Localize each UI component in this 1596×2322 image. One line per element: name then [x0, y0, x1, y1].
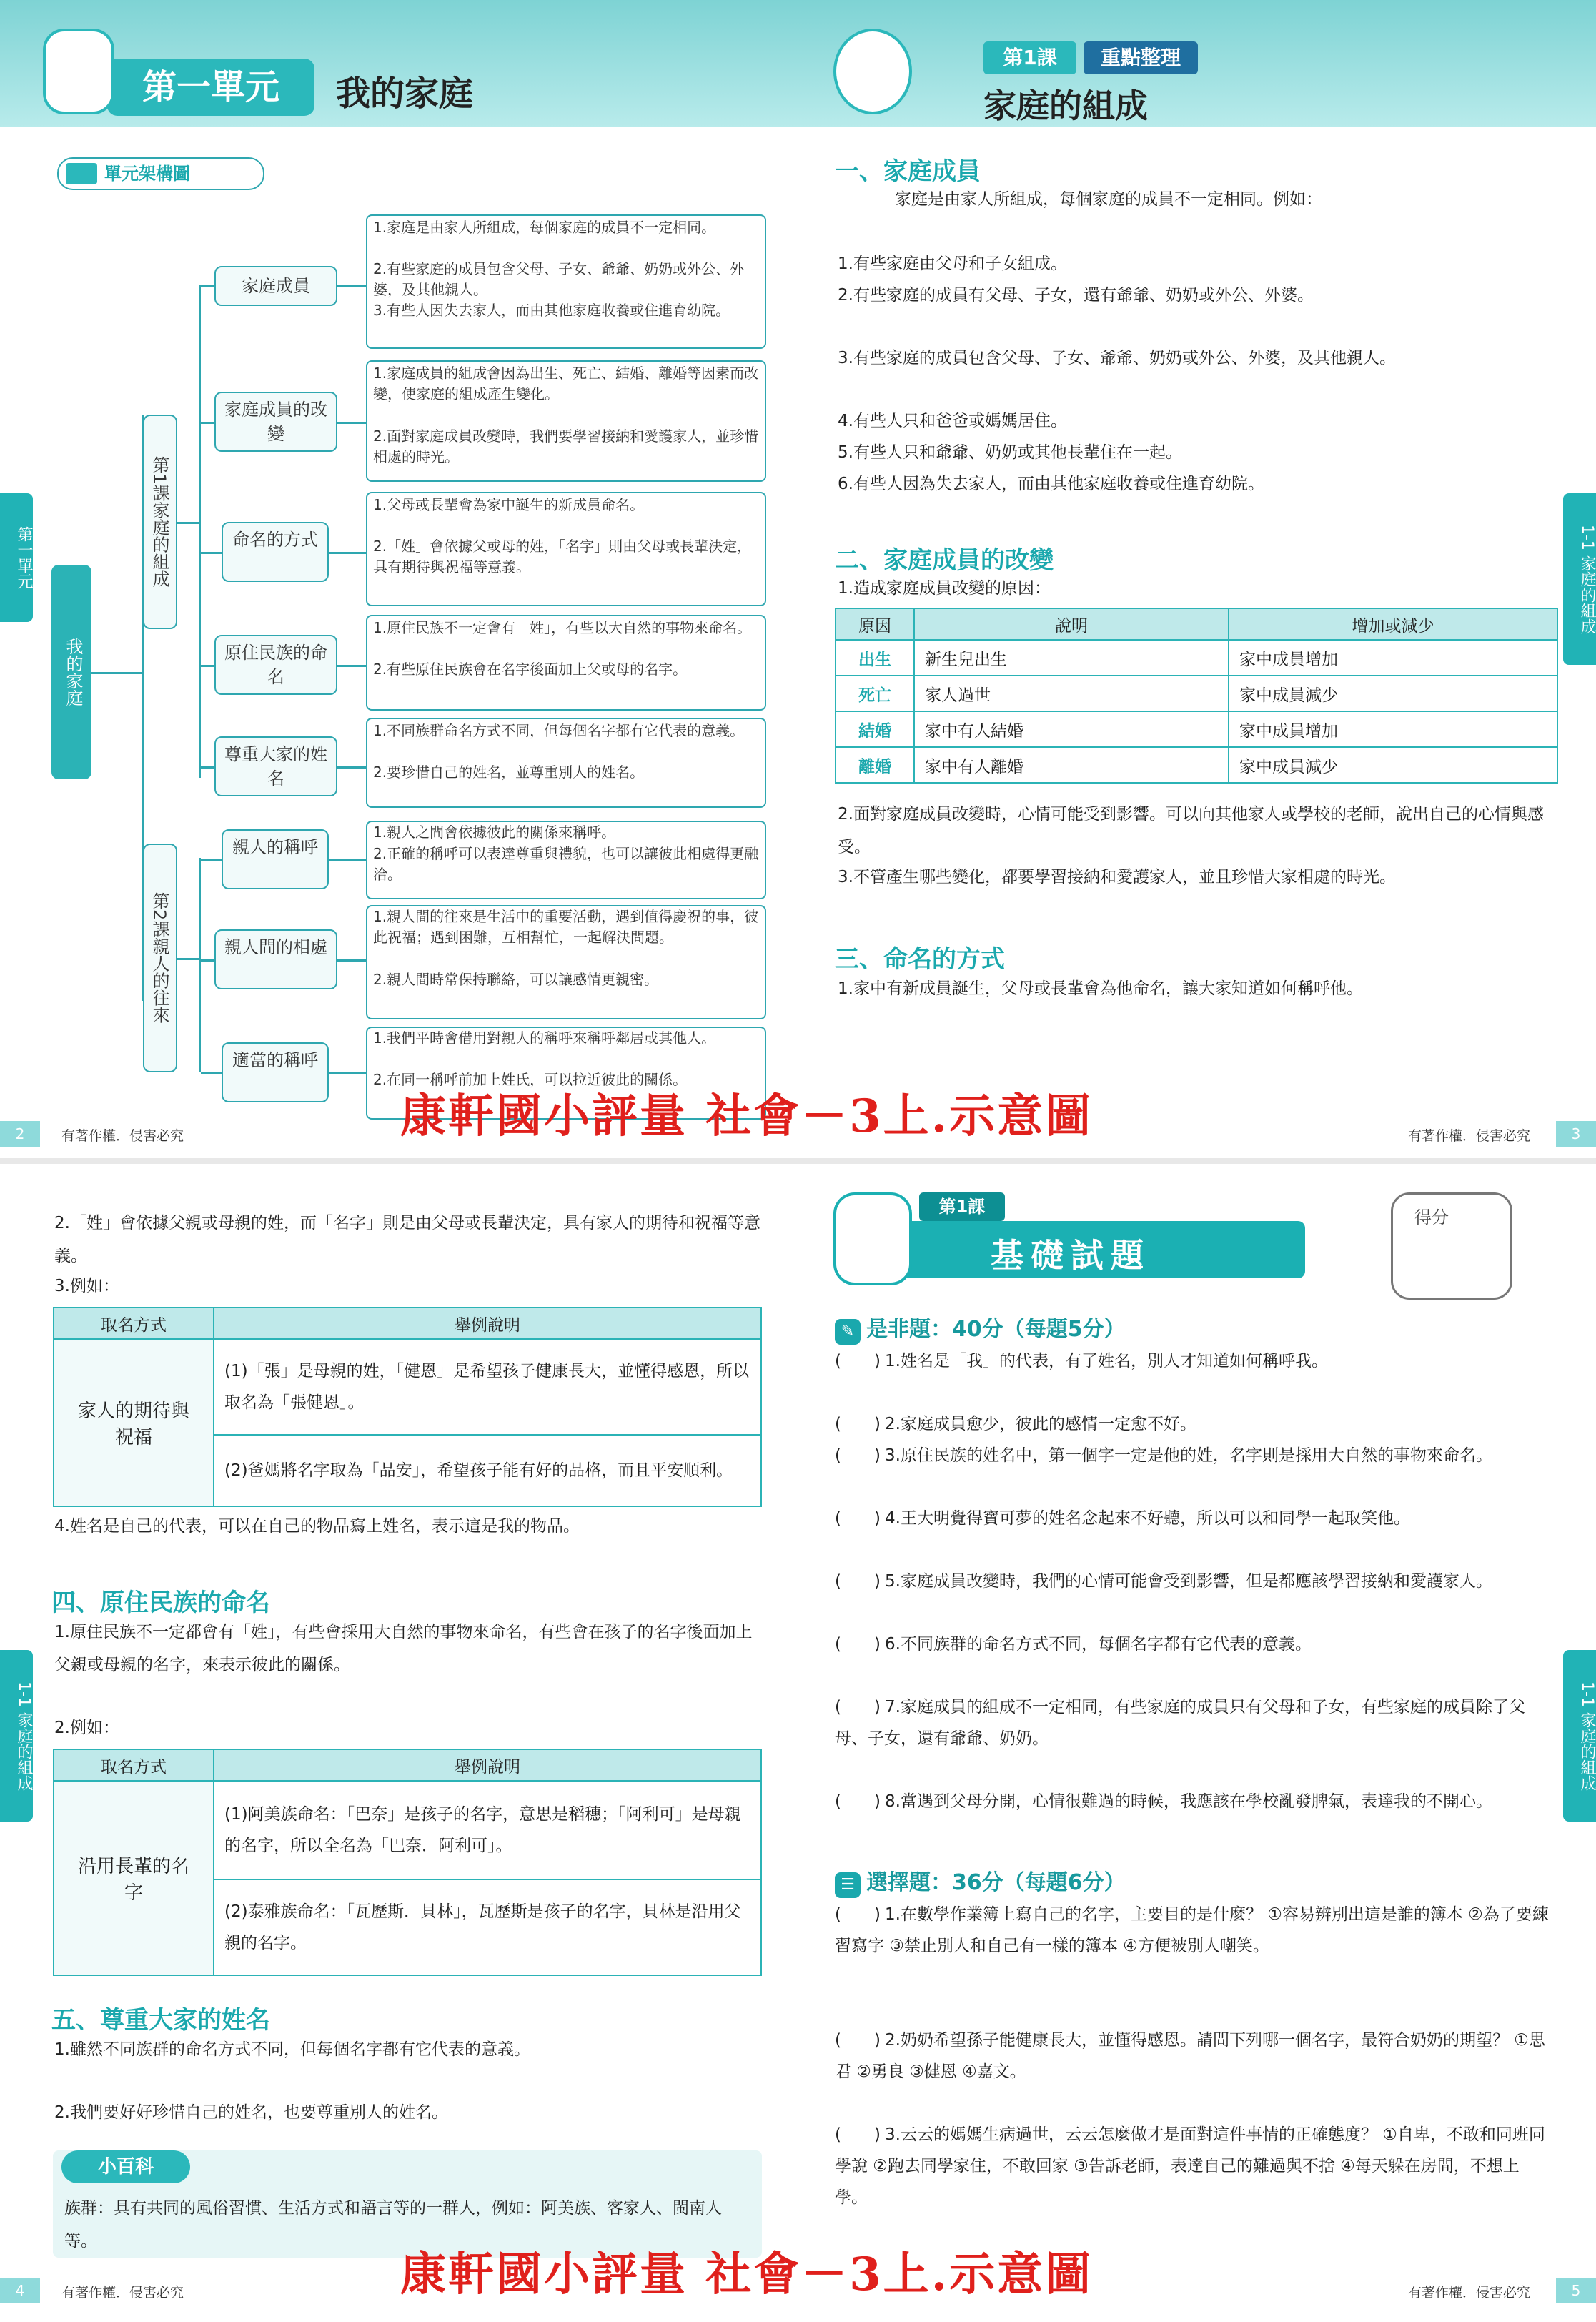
section-1-item-1: 1.有些家庭由父母和子女組成。: [838, 255, 1067, 273]
tf-q1: ( ) 1.姓名是「我」的代表，有了姓名，別人才知道如何稱呼我。: [835, 1345, 1550, 1377]
change-table: [835, 608, 1558, 784]
section-5-heading: 五、尊重大家的姓名: [51, 2006, 270, 2035]
map-label: 單元架構圖: [57, 157, 264, 190]
side-tab-unit: 第一單元: [0, 493, 33, 622]
table-row: 沿用長輩的名字 (1)阿美族命名：「巴奈」是孩子的名字，意思是稻穗；「阿利可」是母親的名字，所以全名為「巴奈．阿利可」。: [54, 1781, 761, 1879]
page-2: [0, 0, 798, 1158]
col-header-method: 取名方式: [54, 1308, 214, 1339]
leaf-3-2: 2.「姓」會依據父或母的姓，「名字」則由父母或長輩決定，具有期待與祝福等意義。: [373, 538, 752, 575]
section-1-item-5: 5.有些人只和爺爺、奶奶或其他長輩住在一起。: [838, 443, 1182, 462]
section-4-item-1: 1.原住民族不一定都會有「姓」，有些會採用大自然的事物來命名，有些會在孩子的名字後面加上父親或母親的名字，來表示彼此的關係。: [54, 1623, 753, 1674]
encyclopedia-text: 族群：具有共同的風俗習慣、生活方式和語言等的一群人，例如：阿美族、客家人、閩南人等。: [64, 2199, 722, 2251]
tree-node-3: 命名的方式: [222, 522, 329, 582]
leaf-1-2: 2.有些家庭的成員包含父母、子女、爺爺、奶奶或外公、外婆，及其他親人。: [373, 260, 745, 298]
tf-q4: ( ) 4.王大明覺得寶可夢的姓名念起來不好聽，所以可以和同學一起取笑他。: [835, 1503, 1550, 1534]
section-4-item-2: 2.例如：: [54, 1719, 119, 1737]
leaf-4-2: 2.有些原住民族會在名字後面加上父或母的名字。: [373, 661, 688, 678]
answer-blank[interactable]: ( ): [835, 1572, 881, 1591]
copyright: 有著作權．侵害必究: [1408, 1128, 1531, 1144]
col-header-desc: 說明: [914, 608, 1229, 640]
unit-badge: 第一單元: [107, 59, 314, 116]
tree-node-4: 原住民族的命名: [214, 635, 337, 695]
encyclopedia-title: 小百科: [61, 2150, 190, 2183]
test-mascot-icon: [833, 1192, 912, 1285]
p4-item-4: 4.姓名是自己的代表，可以在自己的物品寫上姓名，表示這是我的物品。: [54, 1517, 580, 1536]
table-row: 出生 新生兒出生 家中成員增加: [836, 640, 1557, 676]
table-row: 結婚 家中有人結婚 家中成員增加: [836, 711, 1557, 747]
naming-table: [53, 1307, 762, 1507]
mascot-icon: [43, 29, 114, 114]
side-tab-lesson: 1-1 家庭的組成: [0, 1650, 33, 1822]
leaf-2-1: 1.家庭成員的組成會因為出生、死亡、結婚、離婚等因素而改變，使家庭的組成產生變化。: [373, 365, 759, 402]
section-3-item-1: 1.家中有新成員誕生，父母或長輩會為他命名，讓大家知道如何稱呼他。: [838, 979, 1363, 998]
section-2-after-1: 2.面對家庭成員改變時，心情可能受到影響。可以向其他家人或學校的老師，說出自己的心情與感受。: [838, 805, 1544, 856]
tree-node-1: 家庭成員: [214, 266, 337, 306]
table-row: 家人的期待與祝福 (1)「張」是母親的姓，「健恩」是希望孩子健康長大，並懂得感恩，所以取名為「張健恩」。: [54, 1339, 761, 1435]
lesson-subtitle: 重點整理: [1084, 41, 1198, 74]
leaf-2-2: 2.面對家庭成員改變時，我們要學習接納和愛護家人，並珍惜相處的時光。: [373, 428, 759, 465]
section-2-lead: 1.造成家庭成員改變的原因：: [838, 579, 1051, 598]
test-lesson-badge: 第1課: [919, 1192, 1005, 1221]
section-5-item-2: 2.我們要好好珍惜自己的姓名，也要尊重別人的姓名。: [54, 2103, 448, 2122]
score-label: 得分: [1414, 1207, 1449, 1227]
tf-icon: ✎: [835, 1319, 861, 1345]
mc-q3: ( ) 3.云云的媽媽生病過世，云云怎麼做才是面對這件事情的正確態度？ ①自卑，不敢和同班同學說 ②跑去同學家住，不敢回家 ③告訴老師，表達自己的難過與不捨 ④每天躲在房間，不想上學。: [835, 2119, 1550, 2213]
answer-blank[interactable]: ( ): [835, 1698, 881, 1716]
copyright: 有著作權．侵害必究: [61, 2285, 184, 2301]
section-5-item-1: 1.雖然不同族群的命名方式不同，但每個名字都有它代表的意義。: [54, 2040, 530, 2059]
leaf-7-2: 2.親人間時常保持聯絡，可以讓感情更親密。: [373, 971, 659, 988]
p4-cont-2: 3.例如：: [54, 1277, 119, 1295]
mc-q2: ( ) 2.奶奶希望孫子能健康長大，並懂得感恩。請問下列哪一個名字，最符合奶奶的期望？ ①思君 ②勇良 ③健恩 ④嘉文。: [835, 2025, 1550, 2088]
p4-cont-1: 2.「姓」會依據父親或母親的姓，而「名字」則是由父母或長輩決定，具有家人的期待和祝福等意義。: [54, 1214, 760, 1265]
tree-node-7: 親人間的相處: [214, 929, 337, 989]
answer-blank[interactable]: ( ): [835, 1509, 881, 1528]
leaf-1-3: 3.有些人因失去家人，而由其他家庭收養或住進育幼院。: [373, 302, 730, 319]
tf-q7: ( ) 7.家庭成員的組成不一定相同，有些家庭的成員只有父母和子女，有些家庭的成員除了父母、子女，還有爺爺、奶奶。: [835, 1691, 1550, 1754]
tree-root: 我的家庭: [51, 565, 91, 779]
leaf-8-1: 1.我們平時會借用對親人的稱呼來稱呼鄰居或其他人。: [373, 1029, 716, 1047]
page-5: [798, 1164, 1596, 2322]
watermark-top: 康軒國小評量 社會－3上.示意圖: [400, 1090, 1094, 1143]
table-row: (2)爸媽將名字取為「品安」，希望孩子能有好的品格，而且平安順利。: [54, 1435, 761, 1506]
answer-blank[interactable]: ( ): [835, 1415, 881, 1433]
section-1-intro: 家庭是由家人所組成，每個家庭的成員不一定相同。例如：: [895, 190, 1322, 209]
tf-heading: ✎ 是非題：40分（每題5分）: [835, 1311, 1126, 1345]
unit-title: 我的家庭: [336, 74, 474, 114]
page-number-3: 3: [1556, 1121, 1596, 1147]
leaf-5-1: 1.不同族群命名方式不同，但每個名字都有它代表的意義。: [373, 722, 745, 739]
lesson-title: 家庭的組成: [983, 87, 1148, 125]
answer-blank[interactable]: ( ): [835, 1352, 881, 1370]
col-header-reason: 原因: [836, 608, 914, 640]
answer-blank[interactable]: ( ): [835, 1635, 881, 1654]
leaf-3-1: 1.父母或長輩會為家中誕生的新成員命名。: [373, 496, 645, 513]
tf-q5: ( ) 5.家庭成員改變時，我們的心情可能會受到影響，但是都應該學習接納和愛護家人。: [835, 1566, 1550, 1597]
section-1-item-2: 2.有些家庭的成員有父母、子女，還有爺爺、奶奶或外公、外婆。: [838, 286, 1314, 305]
mc-q1: ( ) 1.在數學作業簿上寫自己的名字，主要目的是什麼？ ①容易辨別出這是誰的簿本 ②為了要練習寫字 ③禁止別人和自己有一樣的簿本 ④方便被別人嘲笑。: [835, 1899, 1550, 1962]
leaf-5-2: 2.要珍惜自己的姓名，並尊重別人的姓名。: [373, 764, 645, 781]
mc-icon: ☰: [835, 1872, 861, 1898]
answer-blank[interactable]: ( ): [835, 1792, 881, 1811]
col-header-example: 舉例說明: [214, 1308, 761, 1339]
leaf-6-2: 2.正確的稱呼可以表達尊重與禮貌，也可以讓彼此相處得更融洽。: [373, 845, 759, 883]
leaf-8-2: 2.在同一稱呼前加上姓氏，可以拉近彼此的關係。: [373, 1071, 688, 1088]
lesson-badge: 第1課: [983, 41, 1076, 74]
page-number-2: 2: [0, 1121, 40, 1147]
page-3: [798, 0, 1596, 1158]
section-2-after-2: 3.不管產生哪些變化，都要學習接納和愛護家人，並且珍惜大家相處的時光。: [838, 868, 1396, 886]
tree-node-8: 適當的稱呼: [222, 1042, 329, 1102]
tf-q6: ( ) 6.不同族群的命名方式不同，每個名字都有它代表的意義。: [835, 1629, 1550, 1660]
page-number-4: 4: [0, 2278, 40, 2303]
page-number-5: 5: [1556, 2278, 1596, 2303]
answer-blank[interactable]: ( ): [835, 1446, 881, 1465]
aboriginal-table: 取名方式 舉例說明 沿用長輩的名字 (1)阿美族命名：「巴奈」是孩子的名字，意思是稻穗；「阿利可」是母親的名字，所以全名為「巴奈．阿利可」。 (2)泰雅族命名：「瓦歷斯．貝林」，瓦歷斯是孩子的名字，貝林是沿用父親的名字。: [53, 1749, 762, 1976]
answer-blank[interactable]: ( ): [835, 2125, 881, 2144]
page-4: [0, 1164, 798, 2322]
leaf-1-1: 1.家庭是由家人所組成，每個家庭的成員不一定相同。: [373, 219, 716, 236]
tf-q8: ( ) 8.當遇到父母分開，心情很難過的時候，我應該在學校亂發脾氣，表達我的不開心。: [835, 1786, 1550, 1817]
tree-lesson-1: 第1課家庭的組成: [143, 415, 177, 629]
copyright: 有著作權．侵害必究: [61, 1128, 184, 1144]
leaf-4-1: 1.原住民族不一定會有「姓」，有些以大自然的事物來命名。: [373, 619, 752, 636]
table-row: 離婚 家中有人離婚 家中成員減少: [836, 747, 1557, 783]
book-icon: [66, 163, 97, 184]
section-1-item-3: 3.有些家庭的成員包含父母、子女、爺爺、奶奶或外公、外婆，及其他親人。: [838, 349, 1396, 367]
tree-node-5: 尊重大家的姓名: [214, 736, 337, 796]
tf-q2: ( ) 2.家庭成員愈少，彼此的感情一定愈不好。: [835, 1408, 1550, 1440]
watermark-bottom: 康軒國小評量 社會－3上.示意圖: [400, 2248, 1094, 2301]
leaf-6-1: 1.親人之間會依據彼此的關係來稱呼。: [373, 824, 616, 841]
section-2-heading: 二、家庭成員的改變: [835, 546, 1054, 575]
tree-node-2: 家庭成員的改變: [214, 392, 337, 452]
table-row: (2)泰雅族命名：「瓦歷斯．貝林」，瓦歷斯是孩子的名字，貝林是沿用父親的名字。: [54, 1879, 761, 1975]
test-title: 基礎試題: [991, 1236, 1151, 1275]
score-box: [1391, 1192, 1512, 1300]
copyright: 有著作權．侵害必究: [1408, 2285, 1531, 2301]
mc-heading: ☰ 選擇題：36分（每題6分）: [835, 1864, 1126, 1898]
col-header-change: 增加或減少: [1229, 608, 1557, 640]
side-tab-lesson: 1-1 家庭的組成: [1563, 493, 1596, 665]
answer-blank[interactable]: ( ): [835, 2031, 881, 2050]
section-3-heading: 三、命名的方式: [835, 945, 1005, 974]
section-1-item-4: 4.有些人只和爸爸或媽媽居住。: [838, 412, 1067, 430]
lesson-mascot-icon: [833, 29, 912, 114]
section-1-heading: 一、家庭成員: [835, 157, 981, 186]
tree-lesson-2: 第2課親人的往來: [143, 844, 177, 1072]
tf-q3: ( ) 3.原住民族的姓名中，第一個字一定是他的姓，名字則是採用大自然的事物來命名。: [835, 1440, 1550, 1471]
section-4-heading: 四、原住民族的命名: [51, 1589, 270, 1617]
side-tab-lesson: 1-1 家庭的組成: [1563, 1650, 1596, 1822]
leaf-7-1: 1.親人間的往來是生活中的重要活動，遇到值得慶祝的事，彼此祝福；遇到困難，互相幫忙，一起解決問題。: [373, 908, 759, 946]
tree-node-6: 親人的稱呼: [222, 829, 329, 889]
answer-blank[interactable]: ( ): [835, 1905, 881, 1924]
section-1-item-6: 6.有些人因為失去家人，而由其他家庭收養或住進育幼院。: [838, 475, 1264, 493]
table-row: 死亡 家人過世 家中成員減少: [836, 676, 1557, 711]
